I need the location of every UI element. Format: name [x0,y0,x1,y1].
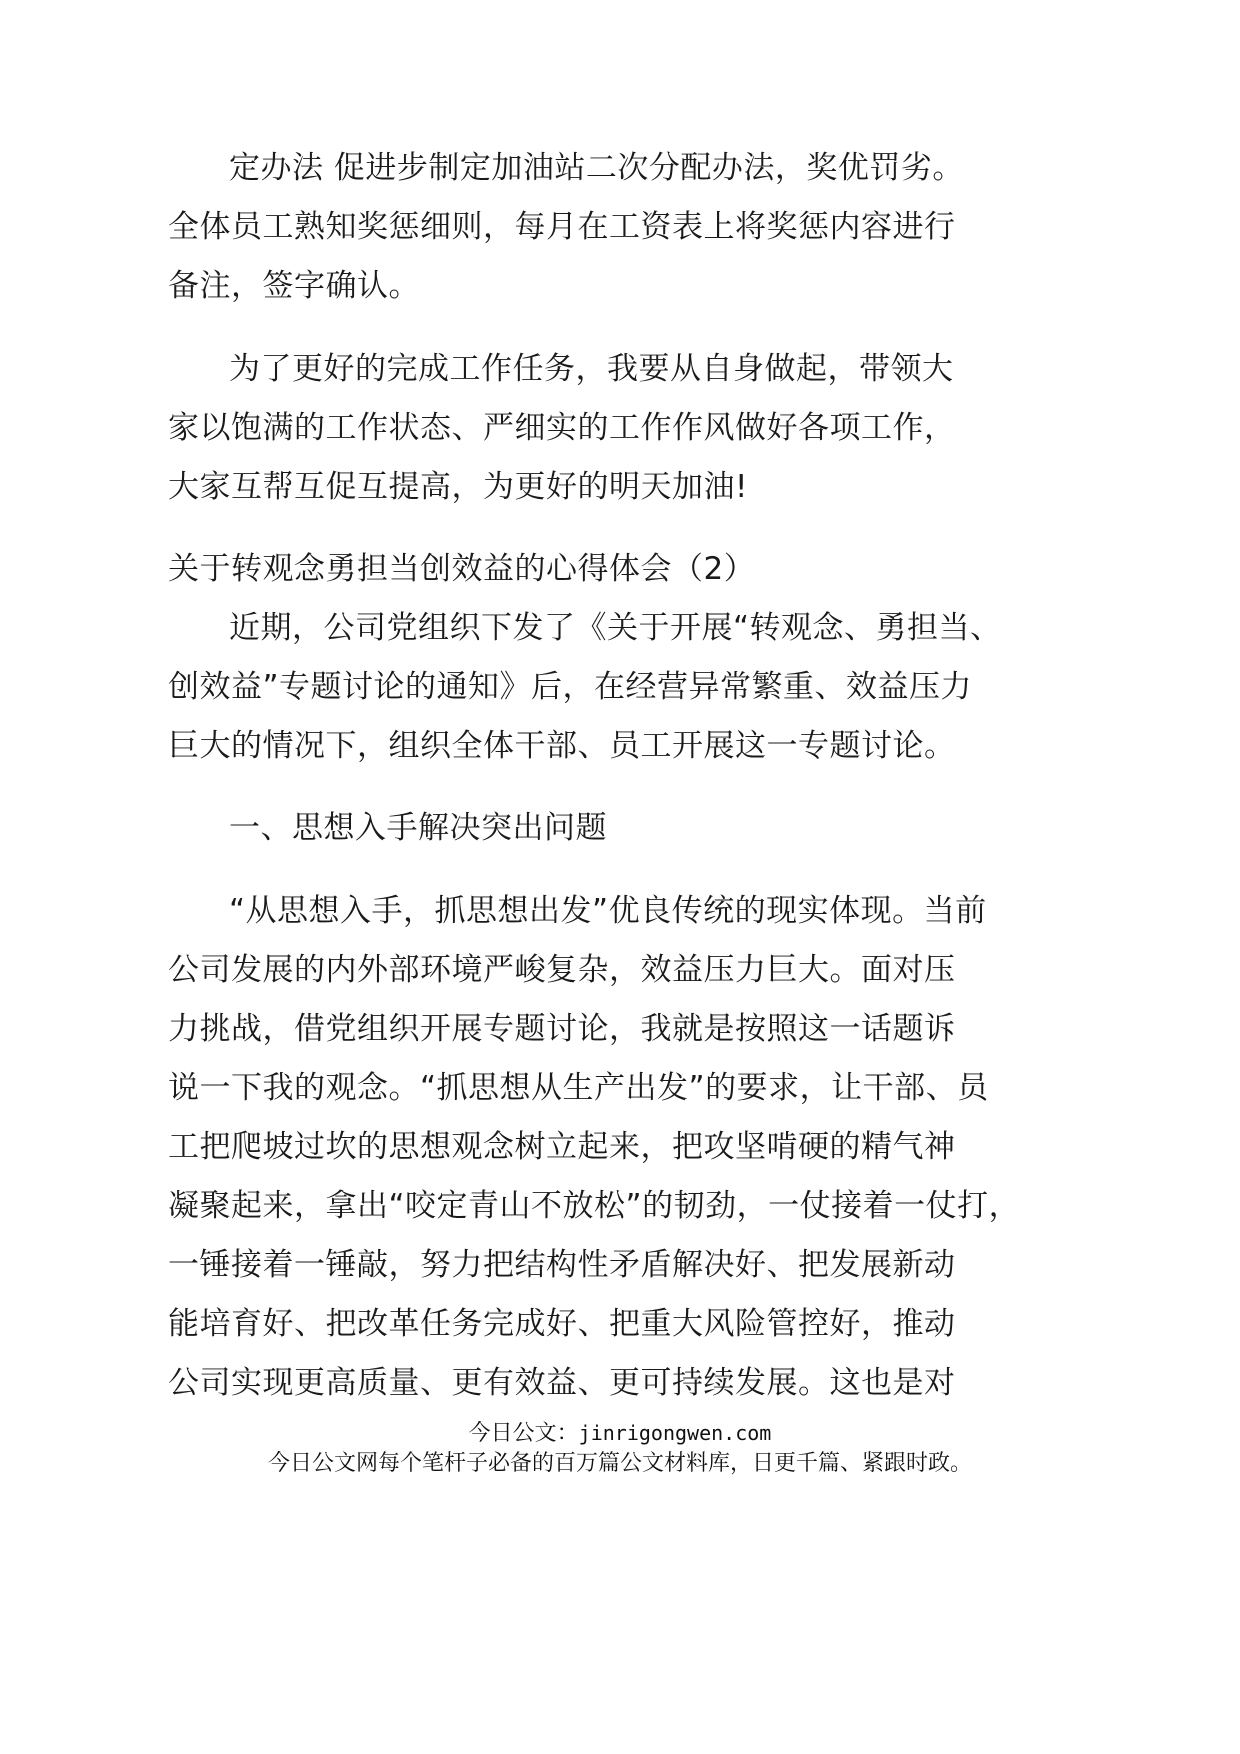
paragraph-line: 大家互帮互促互提高，为更好的明天加油! [168,469,748,505]
paragraph-line: 家以饱满的工作状态、严细实的工作作风做好各项工作， [168,410,956,446]
paragraph-line: 创效益”专题讨论的通知》后，在经营异常繁重、效益压力 [168,669,973,705]
footer-site-link[interactable]: jinrigongwen.com [578,1421,772,1445]
footer-source [0,1418,1240,1449]
paragraph-line: 工把爬坡过坎的思想观念树立起来，把攻坚啃硬的精气神 [168,1129,956,1165]
paragraph-line: 定办法 促进步制定加油站二次分配办法，奖优罚劣。 [229,150,964,186]
paragraph-line: 全体员工熟知奖惩细则，每月在工资表上将奖惩内容进行 [168,209,956,245]
paragraph-line: “从思想入手，抓思想出发”优良传统的现实体现。当前 [229,893,987,929]
paragraph-line: 能培育好、把改革任务完成好、把重大风险管控好，推动 [168,1306,956,1342]
document-title: 关于转观念勇担当创效益的心得体会（2） [168,551,756,587]
section-heading: 一、思想入手解决突出问题 [229,810,607,846]
footer-label: 今日公文： [468,1421,579,1446]
paragraph-line: 凝聚起来，拿出“咬定青山不放松”的韧劲，一仗接着一仗打， [168,1188,1021,1224]
paragraph-line: 巨大的情况下，组织全体干部、员工开展这一专题讨论。 [168,728,956,764]
paragraph-line: 说一下我的观念。“抓思想从生产出发”的要求，让干部、员 [168,1070,989,1106]
paragraph-line: 近期，公司党组织下发了《关于开展“转观念、勇担当、 [229,610,1002,646]
paragraph-line: 公司发展的内外部环境严峻复杂，效益压力巨大。面对压 [168,952,956,988]
paragraph-line: 备注，签字确认。 [168,268,420,304]
paragraph-line: 力挑战，借党组织开展专题讨论，我就是按照这一话题诉 [168,1011,956,1047]
paragraph-line: 公司实现更高质量、更有效益、更可持续发展。这也是对 [168,1365,956,1401]
paragraph-line: 一锤接着一锤敲，努力把结构性矛盾解决好、把发展新动 [168,1247,956,1283]
paragraph-line: 为了更好的完成工作任务，我要从自身做起，带领大 [229,351,954,387]
footer-tagline: 今日公文网每个笔杆子必备的百万篇公文材料库，日更千篇、紧跟时政。 [267,1451,972,1476]
